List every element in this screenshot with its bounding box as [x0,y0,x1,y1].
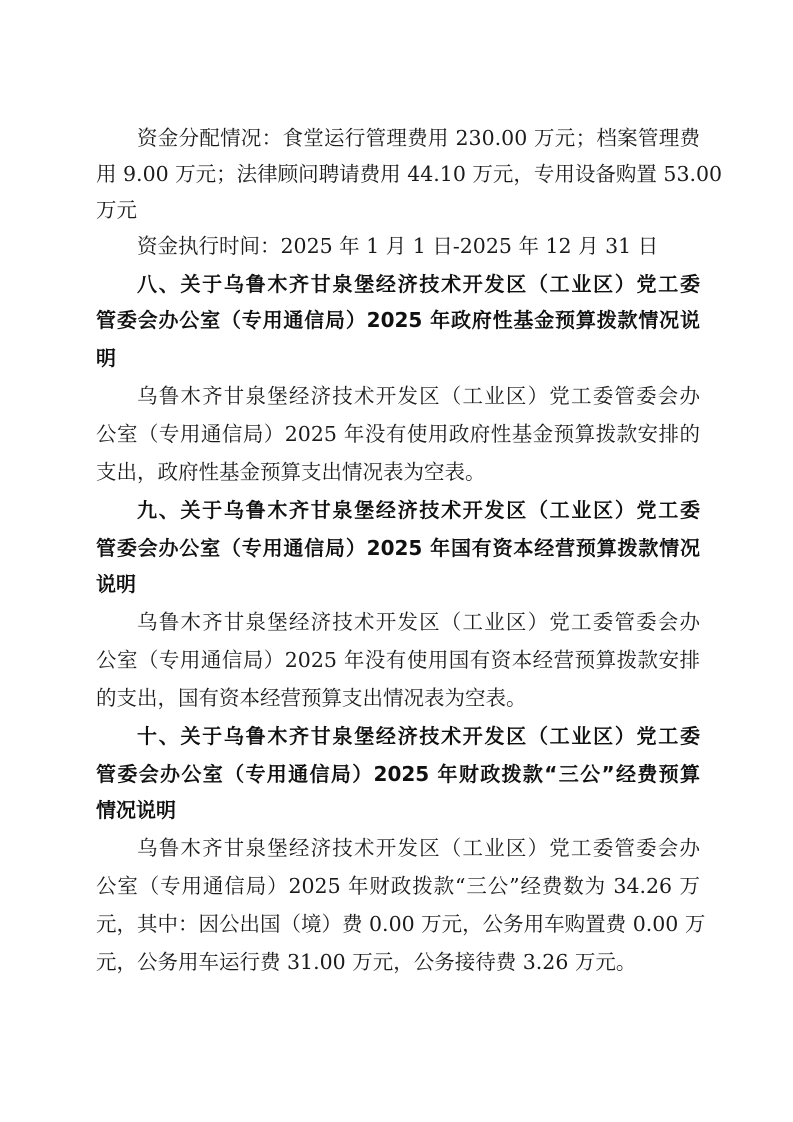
paragraph-section-10-line-2: 公室（专用通信局）2025 年财政拨款“三公”经费数为 34.26 万 [96,874,700,898]
paragraph-section-8-line-1: 乌鲁木齐甘泉堡经济技术开发区（工业区）党工委管委会办 [137,384,700,408]
heading-section-10-line-1: 十、关于乌鲁木齐甘泉堡经济技术开发区（工业区）党工委 [137,724,700,748]
heading-section-9-line-2: 管委会办公室（专用通信局）2025 年国有资本经营预算拨款情况 [96,536,700,560]
paragraph-fund-allocation-line-3: 万元 [96,198,137,222]
paragraph-execution-time: 资金执行时间：2025 年 1 月 1 日-2025 年 12 月 31 日 [137,234,659,258]
paragraph-fund-allocation-line-2: 用 9.00 万元；法律顾问聘请费用 44.10 万元，专用设备购置 53.00 [96,162,723,186]
heading-section-10-line-2: 管委会办公室（专用通信局）2025 年财政拨款“三公”经费预算 [96,762,700,786]
paragraph-section-9-line-2: 公室（专用通信局）2025 年没有使用国有资本经营预算拨款安排 [96,648,700,672]
heading-section-8-line-2: 管委会办公室（专用通信局）2025 年政府性基金预算拨款情况说 [96,308,700,332]
heading-section-9-line-1: 九、关于乌鲁木齐甘泉堡经济技术开发区（工业区）党工委 [137,498,700,522]
heading-section-8-line-1: 八、关于乌鲁木齐甘泉堡经济技术开发区（工业区）党工委 [137,272,700,296]
paragraph-section-10-line-1: 乌鲁木齐甘泉堡经济技术开发区（工业区）党工委管委会办 [137,836,700,860]
paragraph-section-8-line-2: 公室（专用通信局）2025 年没有使用政府性基金预算拨款安排的 [96,422,700,446]
heading-section-10-line-3: 情况说明 [96,798,176,822]
heading-section-9-line-3: 说明 [96,572,136,596]
paragraph-section-10-line-4: 元，公务用车运行费 31.00 万元，公务接待费 3.26 万元。 [96,950,637,974]
paragraph-section-9-line-1: 乌鲁木齐甘泉堡经济技术开发区（工业区）党工委管委会办 [137,610,700,634]
paragraph-section-10-line-3: 元，其中：因公出国（境）费 0.00 万元，公务用车购置费 0.00 万 [96,912,706,936]
paragraph-fund-allocation-line-1: 资金分配情况：食堂运行管理费用 230.00 万元；档案管理费 [137,126,700,150]
paragraph-section-9-line-3: 的支出，国有资本经营预算支出情况表为空表。 [96,686,527,710]
paragraph-section-8-line-3: 支出，政府性基金预算支出情况表为空表。 [96,460,486,484]
heading-section-8-line-3: 明 [96,346,116,370]
